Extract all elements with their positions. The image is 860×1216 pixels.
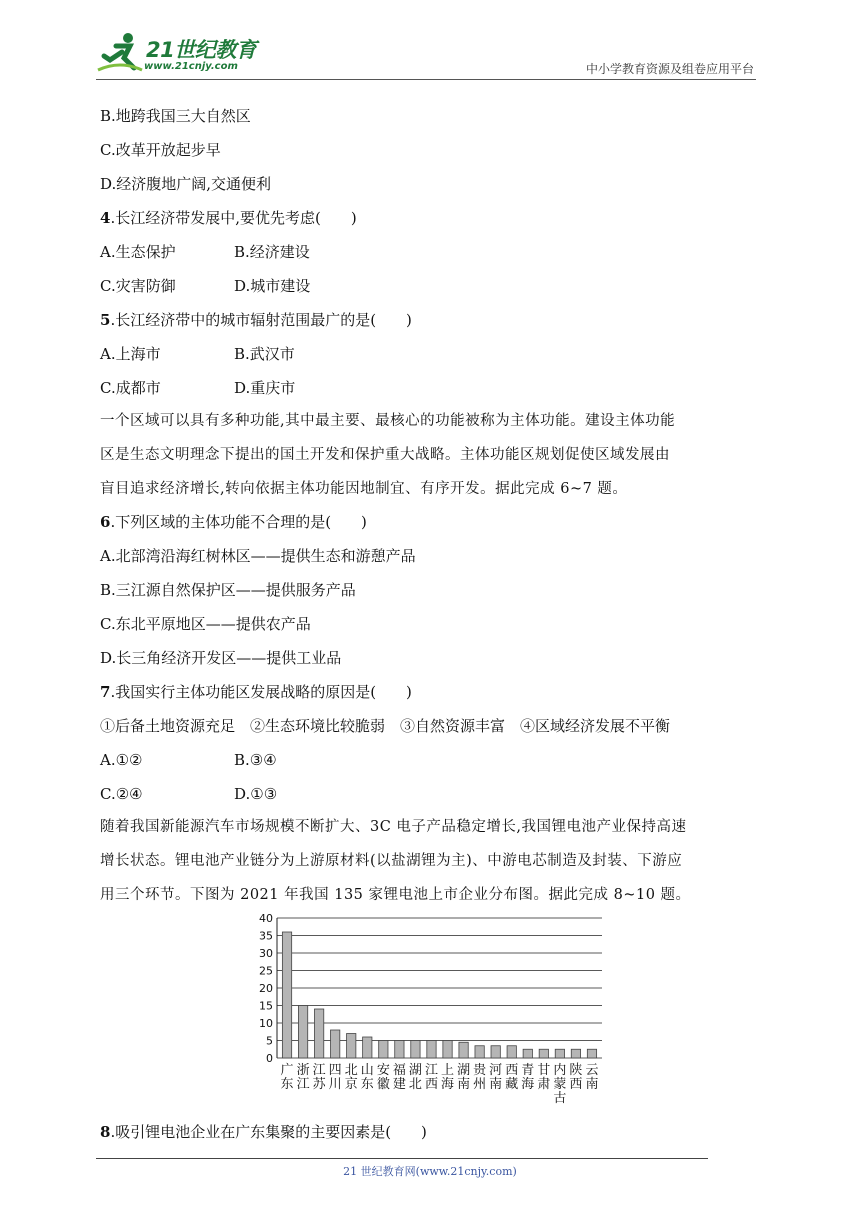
x-tick-label: 广东 — [280, 1063, 294, 1092]
q7-statements: ①后备土地资源充足 ②生态环境比较脆弱 ③自然资源丰富 ④区域经济发展不平衡 — [100, 717, 671, 735]
q8-stem — [100, 1122, 427, 1142]
y-tick-label: 5 — [266, 1034, 273, 1048]
passage2-line-2: 增长状态。锂电池产业链分为上游原材料(以盐湖锂为主)、中游电芯制造及封装、下游应 — [100, 853, 683, 869]
y-tick-label: 25 — [259, 964, 273, 978]
q4-option-b: B.经济建设 — [234, 243, 310, 261]
q7-option-d: D.①③ — [234, 785, 278, 803]
bar-内蒙古 — [555, 1049, 564, 1058]
q4-text: .长江经济带发展中,要优先考虑( ) — [110, 209, 357, 227]
x-tick-label: 江西 — [424, 1063, 438, 1092]
bar-青海 — [523, 1049, 532, 1058]
q8-text: .吸引锂电池企业在广东集聚的主要因素是( ) — [110, 1123, 427, 1141]
passage2-line-1: 随着我国新能源汽车市场规模不断扩大、3C 电子产品稳定增长,我国锂电池产业保持高速 — [100, 819, 687, 835]
x-tick-label: 云南 — [585, 1063, 599, 1092]
y-tick-label: 10 — [259, 1017, 273, 1030]
q4-number: 4 — [100, 209, 111, 227]
x-tick-label: 湖南 — [457, 1063, 471, 1092]
x-tick-label: 贵州 — [473, 1063, 487, 1092]
q4-row-1 — [100, 242, 176, 262]
q4-option-a: A.生态保护 — [100, 243, 176, 261]
q6-option-d: D.长三角经济开发区——提供工业品 — [100, 649, 342, 667]
bar-河南 — [491, 1046, 500, 1058]
q5-stem — [100, 310, 412, 330]
q4-option-c: C.灾害防御 — [100, 277, 176, 295]
x-tick-label: 浙江 — [296, 1063, 310, 1092]
footer-divider — [96, 1158, 708, 1159]
y-tick-label: 35 — [259, 929, 273, 943]
q6-number: 6 — [100, 513, 111, 531]
q7-text: .我国实行主体功能区发展战略的原因是( ) — [110, 683, 412, 701]
lithium-battery-company-chart — [250, 910, 610, 1110]
logo-url: www.21cnjy.com — [144, 61, 238, 72]
bar-福建 — [395, 1041, 404, 1059]
q7-option-c: C.②④ — [100, 785, 143, 803]
y-tick-label: 0 — [266, 1052, 273, 1065]
bar-广东 — [282, 932, 291, 1058]
bar-陕西 — [571, 1049, 580, 1058]
y-tick-label: 15 — [259, 999, 273, 1013]
passage1-line-1: 一个区域可以具有多种功能,其中最主要、最核心的功能被称为主体功能。建设主体功能 — [100, 413, 676, 429]
x-tick-label: 上海 — [441, 1063, 455, 1092]
header-divider — [96, 79, 756, 80]
q7-stem — [100, 682, 412, 702]
y-tick-label: 40 — [259, 912, 273, 925]
q3-option-b: B.地跨我国三大自然区 — [100, 107, 251, 125]
x-tick-label: 西藏 — [505, 1063, 519, 1092]
bar-湖南 — [459, 1042, 468, 1058]
q7-option-b: B.③④ — [234, 751, 277, 769]
bar-云南 — [587, 1049, 596, 1058]
site-logo — [96, 30, 266, 78]
passage1-line-3: 盲目追求经济增长,转向依据主体功能因地制宜、有序开发。据此完成 6~7 题。 — [100, 481, 628, 497]
x-tick-label: 安徽 — [376, 1063, 390, 1092]
q5-option-c: C.成都市 — [100, 379, 161, 397]
bar-chart-svg — [250, 910, 610, 1110]
bar-江苏 — [314, 1009, 323, 1058]
platform-name: 中小学教育资源及组卷应用平台 — [585, 62, 754, 76]
q5-option-a: A.上海市 — [100, 345, 161, 363]
logo-text: 21世纪教育 — [146, 38, 257, 62]
passage1-line-2: 区是生态文明理念下提出的国土开发和保护重大战略。主体功能区规划促使区域发展由 — [100, 447, 670, 463]
y-tick-label: 30 — [259, 947, 273, 960]
q4-stem — [100, 208, 357, 228]
q8-number: 8 — [100, 1123, 111, 1141]
bar-江西 — [427, 1041, 436, 1059]
q4-option-d: D.城市建设 — [234, 277, 311, 295]
q6-option-a: A.北部湾沿海红树林区——提供生态和游憩产品 — [100, 547, 416, 565]
q7-number: 7 — [100, 683, 111, 701]
q6-option-c: C.东北平原地区——提供农产品 — [100, 615, 311, 633]
q3-option-c: C.改革开放起步早 — [100, 141, 221, 159]
bar-山东 — [363, 1037, 372, 1058]
q5-text: .长江经济带中的城市辐射范围最广的是( ) — [110, 311, 412, 329]
q5-option-d: D.重庆市 — [234, 379, 296, 397]
q6-option-b: B.三江源自然保护区——提供服务产品 — [100, 581, 356, 599]
bar-浙江 — [298, 1006, 307, 1059]
bar-贵州 — [475, 1046, 484, 1058]
bar-西藏 — [507, 1046, 516, 1058]
x-tick-label: 内蒙古 — [553, 1063, 567, 1106]
x-tick-label: 四川 — [328, 1063, 342, 1092]
bar-四川 — [331, 1030, 340, 1058]
q5-option-b: B.武汉市 — [234, 345, 295, 363]
bar-上海 — [443, 1041, 452, 1059]
bar-安徽 — [379, 1041, 388, 1059]
x-tick-label: 陕西 — [569, 1063, 583, 1092]
x-tick-label: 江苏 — [312, 1063, 326, 1092]
page-header — [96, 30, 756, 82]
q6-stem — [100, 512, 367, 532]
bar-北京 — [347, 1034, 356, 1059]
runner-logo-icon — [96, 30, 144, 74]
bar-甘肃 — [539, 1049, 548, 1058]
x-tick-label: 湖北 — [408, 1063, 422, 1092]
q3-option-d: D.经济腹地广阔,交通便利 — [100, 175, 272, 193]
y-tick-label: 20 — [259, 982, 273, 995]
x-tick-label: 甘肃 — [537, 1063, 551, 1092]
q6-text: .下列区域的主体功能不合理的是( ) — [110, 513, 367, 531]
x-tick-label: 福建 — [392, 1063, 406, 1092]
x-tick-label: 北京 — [344, 1063, 358, 1092]
x-tick-label: 河南 — [489, 1063, 503, 1092]
bar-湖北 — [411, 1041, 420, 1059]
x-tick-label: 山东 — [360, 1063, 374, 1092]
x-tick-label: 青海 — [521, 1063, 535, 1092]
q5-number: 5 — [100, 311, 111, 329]
passage2-line-3: 用三个环节。下图为 2021 年我国 135 家锂电池上市企业分布图。据此完成 8~10 题。 — [100, 887, 691, 903]
q7-option-a: A.①② — [100, 751, 143, 769]
page-footer: 21 世纪教育网(www.21cnjy.com) — [343, 1165, 517, 1178]
